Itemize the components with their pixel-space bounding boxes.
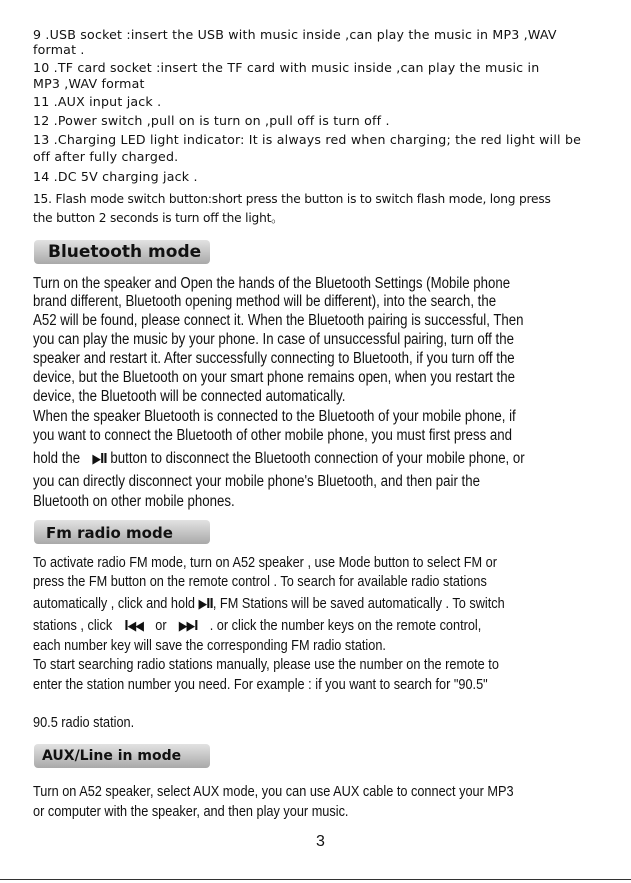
bluetooth-mode-heading <box>34 240 210 264</box>
item-10-line-2: MP3 ,WAV format <box>33 76 145 91</box>
fm-line: To start searching radio stations manually, please use the number on the remote to <box>33 657 499 673</box>
bluetooth-line: device, but the Bluetooth on your smart phone remains open, when you restart the <box>33 369 515 386</box>
item-13-line-1: 13 .Charging LED light indicator: It is always red when charging; the red light will be <box>33 132 582 147</box>
fm-hold-line <box>33 597 505 612</box>
item-9-line-1: 9 .USB socket :insert the USB with music inside ,can play the music in MP3 ,WAV <box>33 27 557 42</box>
item-11: 11 .AUX input jack . <box>33 94 162 109</box>
next-track-icon: ▶▶I <box>178 619 198 634</box>
bluetooth-line: When the speaker Bluetooth is connected to the Bluetooth of your mobile phone, if <box>33 408 516 425</box>
aux-line: or computer with the speaker, and then play your music. <box>33 804 349 820</box>
fm-radio-mode-heading <box>34 520 210 544</box>
bluetooth-line: you want to connect the Bluetooth of other mobile phone, you must first press and <box>33 427 512 444</box>
fm-switch-text: stations , click <box>33 618 113 634</box>
fm-hold-text: automatically , click and hold <box>33 596 195 612</box>
or-text: or <box>155 618 167 634</box>
previous-track-icon: I◀◀ <box>124 619 144 634</box>
play-pause-icon: ▶II <box>198 597 213 612</box>
fm-line: 90.5 radio station. <box>33 715 135 731</box>
bluetooth-line: device, the Bluetooth will be connected automatically. <box>33 388 346 405</box>
fm-hold-text-rest: , FM Stations will be saved automatically . To switch <box>212 596 505 612</box>
bluetooth-line: Turn on the speaker and Open the hands of the Bluetooth Settings (Mobile phone <box>33 275 511 292</box>
play-pause-icon: ▶II <box>92 452 107 467</box>
bottom-divider <box>0 879 631 880</box>
bluetooth-hold-line <box>33 451 525 466</box>
bluetooth-line: Bluetooth on other mobile phones. <box>33 493 235 510</box>
fm-radio-mode-title: Fm radio mode <box>46 524 173 542</box>
bluetooth-line: A52 will be found, please connect it. When the Bluetooth pairing is successful, Then <box>33 312 524 329</box>
item-15-line-1: 15. Flash mode switch button:short press the button is to switch flash mode, long press <box>33 192 551 206</box>
item-15-line-2: the button 2 seconds is turn off the light。 <box>33 211 284 225</box>
fm-line: To activate radio FM mode, turn on A52 speaker , use Mode button to select FM or <box>33 555 498 571</box>
aux-line-in-mode-title: AUX/Line in mode <box>42 748 182 764</box>
fm-line: press the FM button on the remote control . To search for available radio stations <box>33 574 487 590</box>
bluetooth-line: brand different, Bluetooth opening method will be different), into the search, the <box>33 293 497 310</box>
bluetooth-line: speaker and restart it. After successfully connecting to Bluetooth, if you turn off the <box>33 350 515 367</box>
item-12: 12 .Power switch ,pull on is turn on ,pull off is turn off . <box>33 113 390 128</box>
page-number: 3 <box>316 833 325 850</box>
fm-line: enter the station number you need. For example : if you want to search for "90.5" <box>33 677 488 693</box>
item-10-line-1: 10 .TF card socket :insert the TF card with music inside ,can play the music in <box>33 60 540 75</box>
bluetooth-line: you can directly disconnect your mobile phone's Bluetooth, and then pair the <box>33 473 480 490</box>
hold-text-rest: button to disconnect the Bluetooth connection of your mobile phone, or <box>110 450 525 467</box>
aux-line-in-mode-heading <box>34 744 210 768</box>
item-14: 14 .DC 5V charging jack . <box>33 169 198 184</box>
item-9-line-2: format . <box>33 42 85 57</box>
item-13-line-2: off after fully charged. <box>33 149 179 164</box>
bluetooth-mode-title: Bluetooth mode <box>48 242 202 262</box>
fm-switch-text-rest: . or click the number keys on the remote control, <box>209 618 482 634</box>
fm-line: each number key will save the corresponding FM radio station. <box>33 638 386 654</box>
bluetooth-line: you can play the music by your phone. In case of unsuccessful pairing, turn off the <box>33 331 514 348</box>
hold-text: hold the <box>33 450 81 467</box>
aux-line: Turn on A52 speaker, select AUX mode, you can use AUX cable to connect your MP3 <box>33 784 514 800</box>
fm-switch-line <box>33 619 481 634</box>
